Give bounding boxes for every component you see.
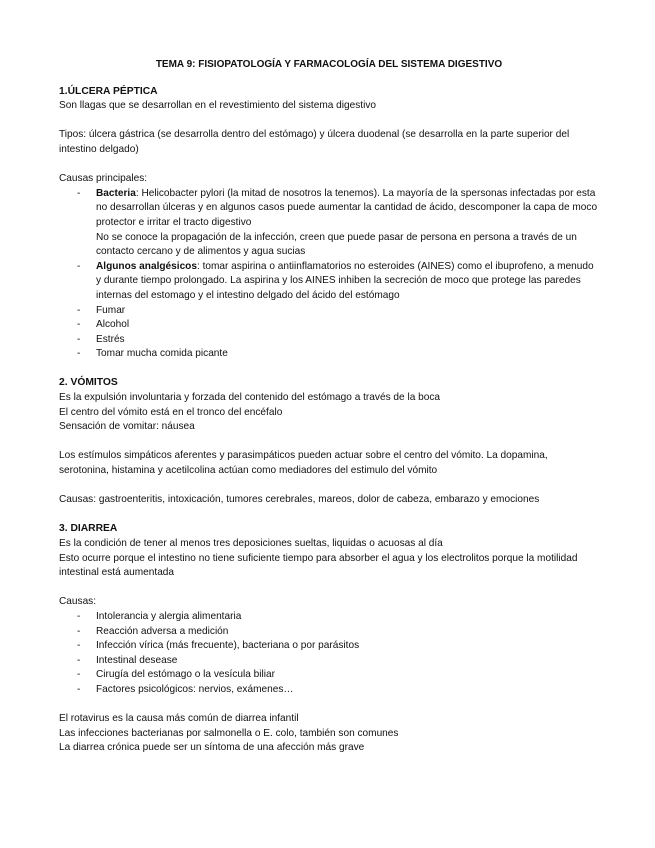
paragraph: Causas: gastroenteritis, intoxicación, tumores cerebrales, mareos, dolor de cabeza, embarazo y emociones [59,494,540,506]
list-item-term: Bacteria [96,187,136,199]
list-item: - Alcohol [59,318,599,333]
paragraph: Tipos: úlcera gástrica (se desarrolla dentro del estómago) y úlcera duodenal (se desarrolla en la parte superior del intestino delgado) [59,129,570,155]
document-page [59,58,599,756]
paragraph: Sensación de vomitar: náusea [59,421,195,433]
paragraph: Los estímulos simpáticos aferentes y parasimpáticos pueden actuar sobre el centro del vómito. La dopamina, serotonina, histamina y acetilcolina actúan como mediadores del estimulo del vómito [59,450,548,477]
section-vomitos [59,376,599,507]
section-diarrea [59,522,599,756]
section-heading: 3. DIARREA [59,523,118,535]
paragraph: El rotavirus es la causa más común de diarrea infantil [59,713,299,725]
paragraph: Es la condición de tener al menos tres deposiciones sueltas, liquidas o acuosas al día [59,538,443,549]
list-item: - Reacción adversa a medición [59,625,599,640]
list-item: - Tomar mucha comida picante [59,347,599,362]
paragraph: Es la expulsión involuntaria y forzada del contenido del estómago a través de la boca [59,392,440,404]
list-item: - Estrés [59,333,599,348]
list-item: - Factores psicológicos: nervios, exámenes… [59,683,599,698]
causes-list [59,187,599,362]
list-item: - Intestinal desease [59,654,599,669]
list-item: - Intolerancia y alergia alimentaria [59,610,599,625]
list-label: Causas: [59,596,97,608]
section-ulcera [59,85,599,362]
list-item [59,260,599,304]
section-heading: 2. VÓMITOS [59,377,118,389]
list-item [59,187,599,260]
paragraph: Las infecciones bacterianas por salmonella o E. colo, también son comunes [59,727,399,739]
paragraph: Son llagas que se desarrollan en el revestimiento del sistema digestivo [59,100,377,112]
list-item: - Fumar [59,304,599,319]
causes-list [59,610,599,698]
document-title: TEMA 9: FISIOPATOLOGÍA Y FARMACOLOGÍA DEL SISTEMA DIGESTIVO [155,59,503,70]
paragraph: Esto ocurre porque el intestino no tiene suficiente tiempo para absorber el agua y los electrolitos porque la motilidad intestinal está aumentada [59,552,578,579]
paragraph: El centro del vómito está en el tronco del encéfalo [59,406,283,418]
list-item: - Cirugía del estómago o la vesícula biliar [59,668,599,683]
list-item-text: : Helicobacter pylori (la mitad de nosotros la tenemos). La mayoría de la spersonas infectadas por esta no desarrollan úlceras y en algunos casos puede aumentar la cantidad de ácido, descomponer la capa de moco protector e irritar el tracto digestivo [96,187,598,228]
paragraph: La diarrea crónica puede ser un síntoma de una afección más grave [59,742,365,754]
list-label: Causas principales: [59,173,148,185]
section-heading: 1.ÚLCERA PÉPTICA [59,85,158,97]
list-item: - Infección vírica (más frecuente), bacteriana o por parásitos [59,639,599,654]
list-item-text: : tomar aspirina o antiinflamatorios no esteroides (AINES) como el ibuprofeno, a menudo y durante tiempo prolongado. La aspirina y los AINES inhiben la secreción de moco que protege las paredes internas del estomago y el intestino delgado del ácido del estómago [96,260,594,301]
list-item-term: Algunos analgésicos [96,260,197,272]
list-item-text: No se conoce la propagación de la infección, creen que puede pasar de persona en persona a través de un contacto cercano y de alimentos y agua sucias [96,231,577,258]
